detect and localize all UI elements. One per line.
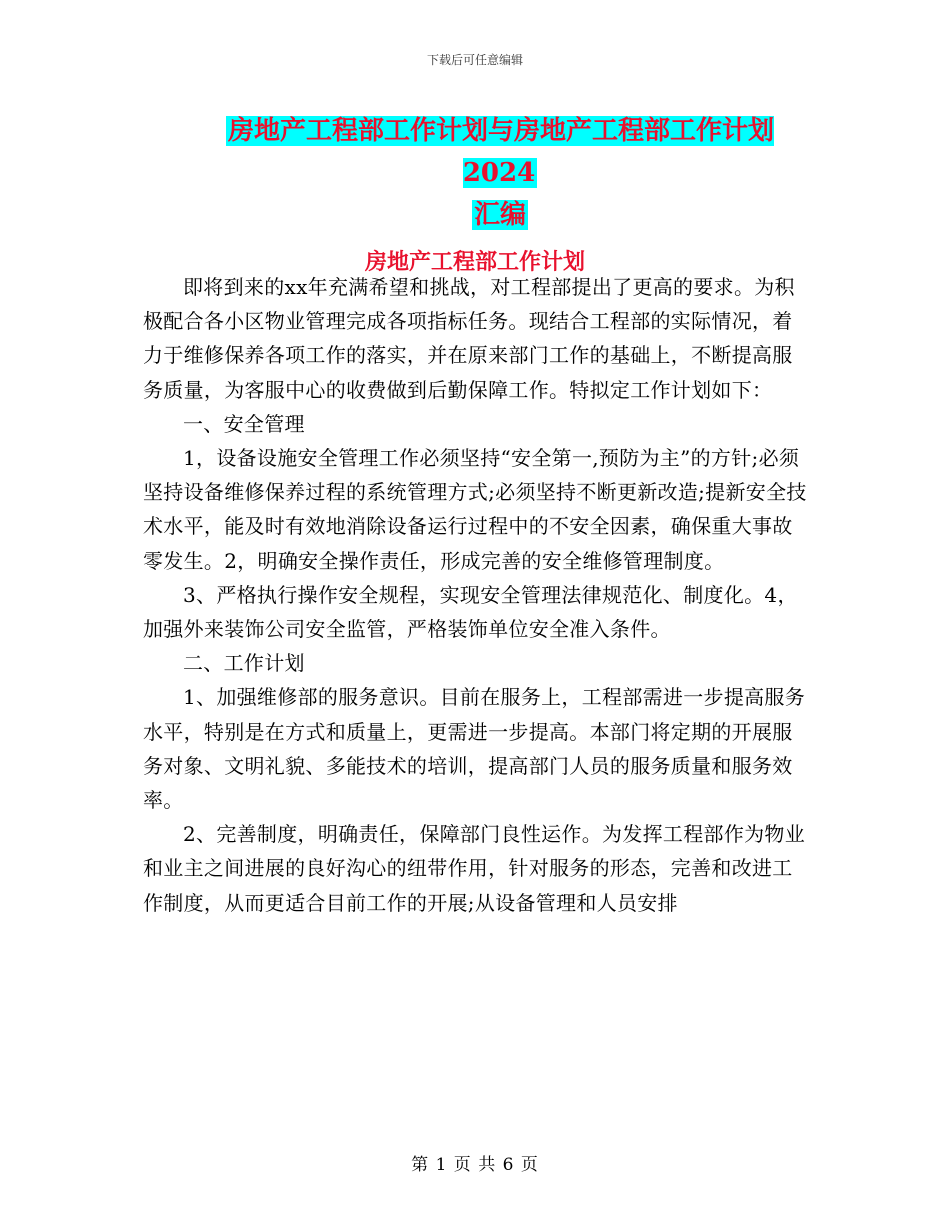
- paragraph: 1、加强维修部的服务意识。目前在服务上，工程部需进一步提高服务水平，特别是在方式和质量上，更需进一步提高。本部门将定期的开展服务对象、文明礼貌、多能技术的培训，提高部门人员的服务质量和服务效率。: [143, 685, 806, 813]
- section-heading-safety: 一、安全管理: [183, 411, 305, 436]
- paragraph: 3、严格执行操作安全规程，实现安全管理法律规范化、制度化。4，加强外来装饰公司安全监管，严格装饰单位安全准入条件。: [143, 582, 798, 642]
- document-title-line-2: 汇编: [473, 200, 526, 230]
- document-title: [190, 110, 810, 236]
- section-heading-work-plan: 二、工作计划: [183, 651, 305, 676]
- paragraph: 1，设备设施安全管理工作必须坚持“安全第一,预防为主”的方针;必须坚持设备维修保养过程的系统管理方式;必须坚持不断更新改造;提新安全技术水平，能及时有效地消除设备运行过程中的不安全因素，确保重大事故零发生。2，明确安全操作责任，形成完善的安全维修管理制度。: [143, 446, 807, 573]
- page-header-note: 下载后可任意编辑: [426, 53, 523, 67]
- document-body: [143, 270, 807, 920]
- page-number: 第 1 页 共 6 页: [411, 1155, 539, 1175]
- paragraph: 即将到来的xx年充满希望和挑战，对工程部提出了更高的要求。为积极配合各小区物业管理完成各项指标任务。现结合工程部的实际情况，着力于维修保养各项工作的落实，并在原来部门工作的基础上，不断提高服务质量，为客服中心的收费做到后勤保障工作。特拟定工作计划如下：: [143, 275, 795, 402]
- document-title-line-1: 房地产工程部工作计划与房地产工程部工作计划2024: [227, 116, 774, 188]
- paragraph: 2、完善制度，明确责任，保障部门良性运作。为发挥工程部作为物业和业主之间进展的良好沟心的纽带作用，针对服务的形态，完善和改进工作制度，从而更适合目前工作的开展;从设备管理和人员安排: [143, 822, 806, 915]
- section-title: 房地产工程部工作计划: [364, 249, 585, 275]
